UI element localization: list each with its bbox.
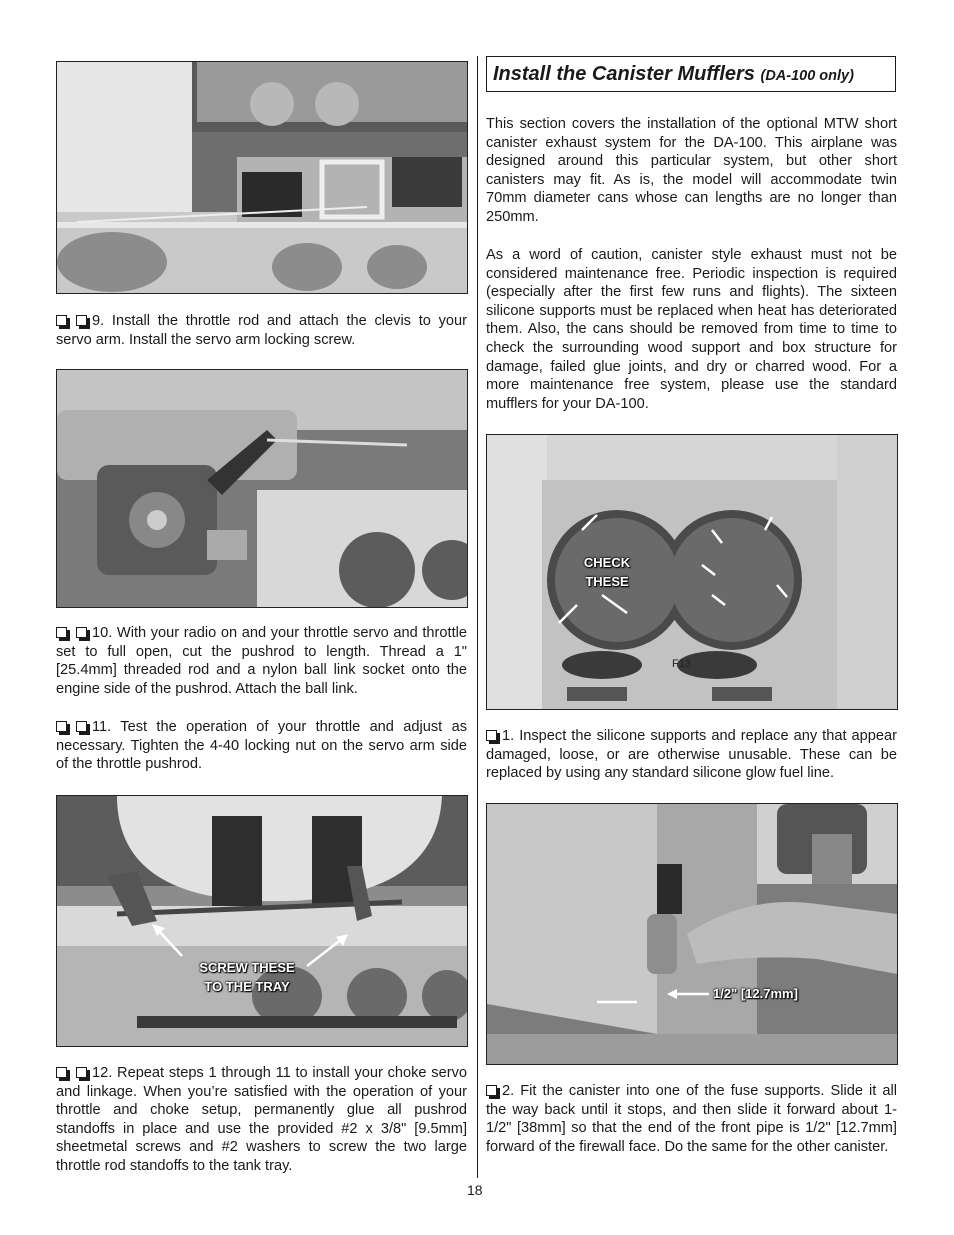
photo-callout-screw-these: SCREW THESE TO THE TRAY xyxy=(199,960,295,994)
checkbox-icon[interactable] xyxy=(76,315,87,326)
checkbox-icon[interactable] xyxy=(56,721,67,732)
step-9-text: 9. Install the throttle rod and attach the clevis to your servo arm. Install the servo arm locking screw. xyxy=(56,313,467,348)
checkbox-icon[interactable] xyxy=(56,627,67,638)
photo-throttle-servo xyxy=(56,61,468,294)
checkbox-icon[interactable] xyxy=(56,315,67,326)
intro-paragraph: This section covers the installation of the optional MTW short canister exhaust system for the DA-100. This airplane was designed around this particular system, but other short canisters may fit. As is, the model will accommodate twin 70mm diameter cans whose can lengths are no longer than 250mm. xyxy=(486,116,897,225)
caution-paragraph: As a word of caution, canister style exhaust must not be considered maintenance free. Periodic inspection is required (especially after the first few runs and flights). The sixteen silicone supports must be replaced when heat has deteriorated them. Also, the cans should be removed from time to time to check the surrounding wood support and box structure for damage, failed glue joints, and dry or charred wood. For a more maintenance free system, please use the standard mufflers for your DA-100. xyxy=(486,247,897,412)
photo-tank-tray-standoffs xyxy=(56,795,468,1047)
checkbox-icon[interactable] xyxy=(76,721,87,732)
step-2-text: 2. Fit the canister into one of the fuse supports. Slide it all the way back until it stops, and then slide it forward about 1-1/2" [38mm] so that the end of the front pipe is 1/2" [12.7mm] forward of the firewall face. Do the same for the other canister. xyxy=(486,1083,897,1155)
photo-carburetor-linkage xyxy=(56,369,468,608)
step-12-text: 12. Repeat steps 1 through 11 to install your choke servo and linkage. When you’re satisfied with the operation of your throttle and choke setup, permanently glue all pushrod standoffs in place and use the provided #2 x 3/8" [9.5mm] sheetmetal screws and #2 washers to screw the two large throttle rod standoffs to the tank tray. xyxy=(56,1065,467,1174)
checkbox-icon[interactable] xyxy=(486,1085,497,1096)
photo-fit-canister xyxy=(486,803,898,1065)
checkbox-icon[interactable] xyxy=(486,730,497,741)
column-divider xyxy=(477,56,478,1178)
checkbox-icon[interactable] xyxy=(76,1067,87,1078)
step-1-text: 1. Inspect the silicone supports and replace any that appear damaged, loose, or are otherwise unusable. These can be replaced by using any standard silicone glow fuel line. xyxy=(486,728,897,782)
step-10-text: 10. With your radio on and your throttle servo and throttle set to full open, cut the pushrod to length. Thread a 1" [25.4mm] threaded rod and a nylon ball link socket onto the engine side of the pushrod. Attach the ball link. xyxy=(56,625,467,697)
page-number: 18 xyxy=(467,1182,483,1198)
section-heading: Install the Canister Mufflers (DA-100 only) xyxy=(486,56,896,92)
checkbox-icon[interactable] xyxy=(56,1067,67,1078)
photo-mark-f13: F13 xyxy=(672,658,691,670)
step-11-text: 11. Test the operation of your throttle and adjust as necessary. Tighten the 4-40 locking nut on the servo arm side of the throttle pushrod. xyxy=(56,719,467,773)
photo-silicone-supports xyxy=(486,434,898,710)
checkbox-icon[interactable] xyxy=(76,627,87,638)
photo-callout-half-inch: 1/2" [12.7mm] xyxy=(713,986,798,1001)
photo-callout-check-these: CHECK THESE xyxy=(583,555,631,589)
